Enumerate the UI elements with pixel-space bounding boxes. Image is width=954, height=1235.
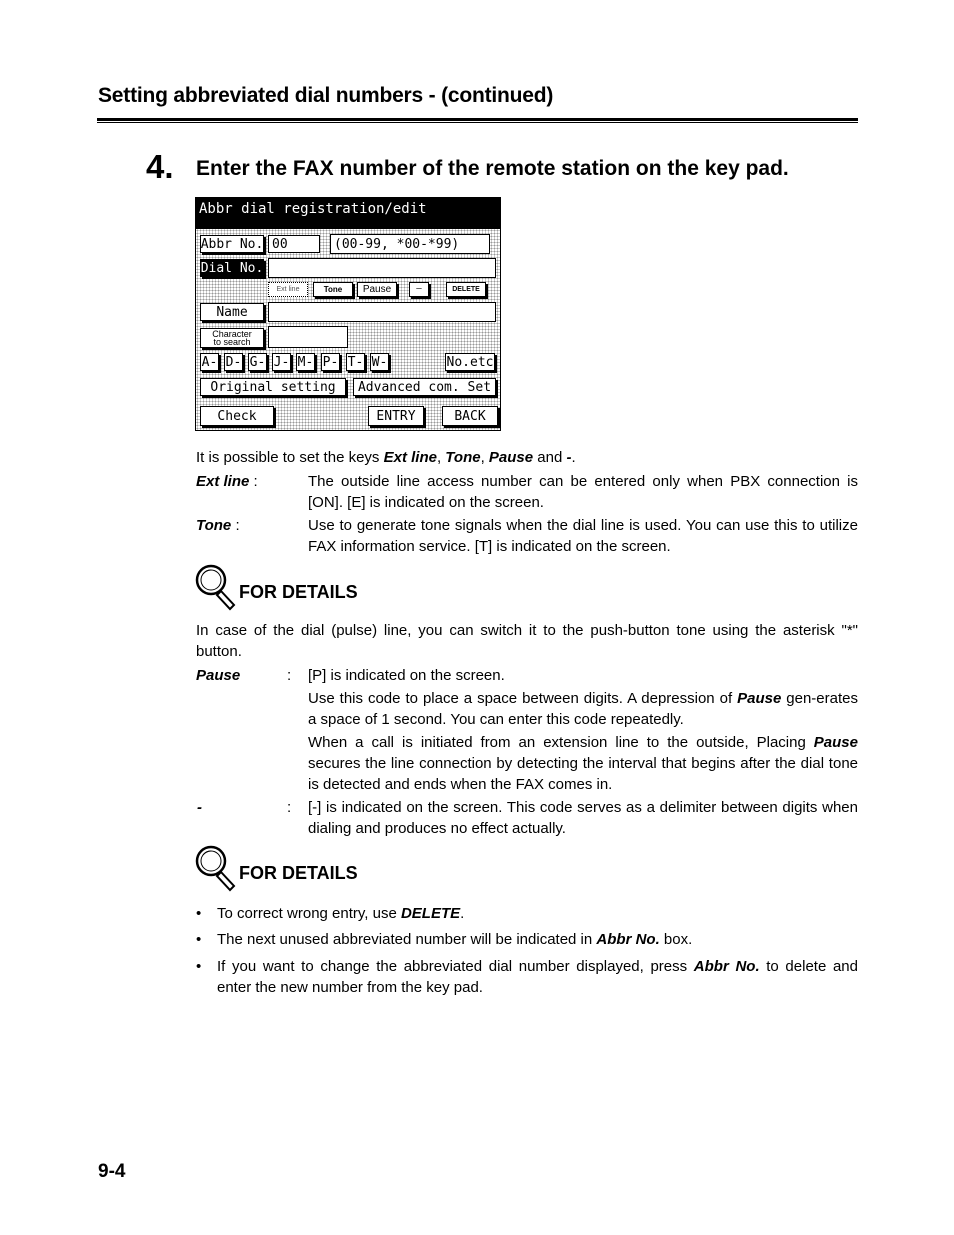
abbr-no-button[interactable]: Abbr No. [200,236,264,252]
section-header: Setting abbreviated dial numbers - (continued) [98,84,554,107]
page-number: 9-4 [98,1161,126,1182]
check-key[interactable]: Check [200,406,274,426]
ext-line-term [196,471,258,492]
character-search-line2: to search [213,337,251,347]
bullet-dot: • [196,958,202,975]
dial-no-field[interactable] [268,258,496,278]
keys-intro-suffix: . [571,449,576,466]
bullet-dot: • [196,931,202,948]
original-setting-key[interactable]: Original setting [200,378,346,396]
alpha-key-a[interactable]: A- [201,354,218,370]
for-details-heading: FOR DETAILS [239,863,358,883]
pause-paragraph2 [308,688,858,730]
name-field[interactable] [268,302,496,322]
keys-intro-pause: Pause [488,449,534,466]
header-rule-thin [97,122,858,123]
ext-line-term-text: Ext line [196,473,250,490]
step-number: 4. [146,148,174,185]
bullet-item [217,903,858,924]
header-rule [97,118,858,121]
alpha-key-m[interactable]: M- [297,354,314,370]
pause-paragraph3 [308,732,858,795]
keys-intro [196,447,858,468]
no-etc-key[interactable]: No.etc [446,354,494,370]
ext-line-colon: : [249,473,258,490]
pause-p2-text: gen-erates a space of 1 second. You can enter this code repeatedly. [308,690,858,728]
pause-key[interactable]: Pause [357,282,397,297]
tone-term [196,515,240,536]
bullet-term: DELETE [400,905,461,922]
abbr-range-display: (00-99, *00-*99) [330,234,490,254]
character-search-field[interactable] [268,326,348,348]
dial-no-button[interactable]: Dial No. [200,260,264,276]
bullet-text: . [460,905,465,922]
entry-key[interactable]: ENTRY [368,406,424,426]
bullet-term: Abbr No. [596,931,660,948]
ext-line-key[interactable]: Ext line [268,282,308,297]
character-search-line1: Character [212,329,252,339]
step-instruction: Enter the FAX number of the remote station on the key pad. [196,157,789,180]
alpha-key-d[interactable]: D- [225,354,242,370]
alpha-key-t[interactable]: T- [347,354,364,370]
back-key[interactable]: BACK [442,406,498,426]
tone-key[interactable]: Tone [313,282,353,297]
tone-description: Use to generate tone signals when the dial line is used. You can use this to utilize FAX information service. [T] is indicated on the screen. [308,517,858,555]
alpha-key-j[interactable]: J- [273,354,290,370]
tone-term-text: Tone [196,517,232,534]
alpha-key-w[interactable]: W- [371,354,388,370]
keys-intro-sep: , [480,449,489,466]
keys-intro-sep: and [533,449,567,466]
delete-key[interactable]: DELETE [446,282,486,297]
magnifier-icon [194,844,238,892]
pause-line1: [P] is indicated on the screen. [308,667,505,684]
dash-description: [-] is indicated on the screen. This code serves as a delimiter between digits when dialing and produces no effect actually. [308,799,858,837]
magnifier-icon [194,563,238,611]
pulse-note: In case of the dial (pulse) line, you can switch it to the push-button tone using the asterisk "*" button. [196,622,858,660]
alpha-key-p[interactable]: P- [322,354,339,370]
pause-p3-term: Pause [813,734,858,751]
for-details-heading: FOR DETAILS [239,582,358,602]
bullet-item [217,929,858,950]
lcd-screen [195,197,501,431]
bullet-text: If you want to change the abbreviated dial number displayed, press [217,958,694,975]
pause-p3-text: When a call is initiated from an extension line to the outside, Placing [308,734,814,751]
pause-term: Pause [196,667,241,684]
keys-intro-tone: Tone [445,449,481,466]
advanced-com-set-key[interactable]: Advanced com. Set [353,378,496,396]
name-button[interactable]: Name [200,303,264,321]
ext-line-description: The outside line access number can be entered only when PBX connection is [ON]. [E] is indicated on the screen. [308,473,858,511]
keys-intro-prefix: It is possible to set the keys [196,449,384,466]
alpha-key-g[interactable]: G- [249,354,266,370]
bullet-item [217,956,858,998]
screen-title: Abbr dial registration/edit [196,198,500,229]
dash-term: - [197,799,202,816]
pause-p2-term: Pause [737,690,782,707]
pause-colon: : [287,667,292,684]
bullet-text: The next unused abbreviated number will be indicated in [217,931,597,948]
keys-intro-sep: , [436,449,446,466]
tone-colon: : [231,517,240,534]
keys-intro-dash: - [566,449,572,466]
pause-p2-text: Use this code to place a space between digits. A depression of [308,690,738,707]
bullet-text: box. [659,931,693,948]
pause-p3-text: secures the line connection by detecting the interval that begins after the dial tone is detected and ends when the FAX comes in. [308,755,858,793]
bullet-term: Abbr No. [693,958,760,975]
bullet-text: to delete and enter the new number from the key pad. [217,958,858,996]
bullet-text: To correct wrong entry, use [217,905,401,922]
bullet-dot: • [196,905,202,922]
dash-key[interactable]: — [409,282,429,297]
character-search-button[interactable] [200,328,264,348]
keys-intro-ext-line: Ext line [383,449,437,466]
abbr-no-field[interactable]: 00 [268,235,320,253]
dash-colon: : [287,799,292,816]
